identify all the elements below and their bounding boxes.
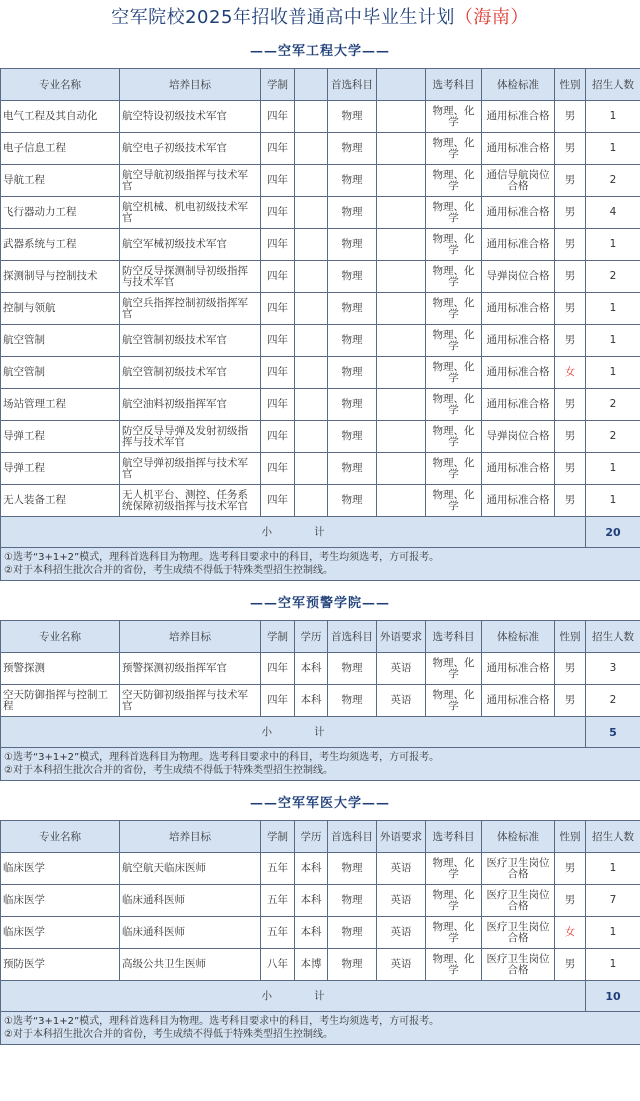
table-row bbox=[1, 917, 640, 949]
table-cell: 男 bbox=[555, 885, 586, 917]
column-header: 性别 bbox=[555, 621, 586, 653]
table-cell: 航空导航初级指挥与技术军官 bbox=[120, 165, 261, 197]
table-row bbox=[1, 485, 640, 517]
table-cell: 预警探测 bbox=[1, 653, 120, 685]
table-cell: 通用标准合格 bbox=[482, 357, 555, 389]
table-cell: 物理 bbox=[328, 101, 377, 133]
table-cell: 航空军械初级技术军官 bbox=[120, 229, 261, 261]
table-cell bbox=[295, 293, 328, 325]
table-cell: 四年 bbox=[261, 685, 295, 717]
note-line: ①选考“3+1+2”模式，理科首选科目为物理。选考科目要求中的科目，考生均须选考，方可报考。 bbox=[4, 552, 440, 563]
subtotal-row bbox=[1, 517, 640, 548]
section-gap bbox=[0, 581, 640, 588]
table-cell: 航空机械、机电初级技术军官 bbox=[120, 197, 261, 229]
table-cell: 四年 bbox=[261, 357, 295, 389]
notes-cell bbox=[1, 548, 640, 581]
table-cell: 导弹岗位合格 bbox=[482, 261, 555, 293]
table-row bbox=[1, 133, 640, 165]
table-cell: 物理 bbox=[328, 949, 377, 981]
table-cell: 物理、化学 bbox=[426, 949, 482, 981]
subtotal-value: 5 bbox=[586, 717, 640, 748]
table-cell: 物理、化学 bbox=[426, 389, 482, 421]
table-cell bbox=[377, 453, 426, 485]
plan-table bbox=[0, 620, 640, 781]
table-cell: 男 bbox=[555, 229, 586, 261]
table-cell: 四年 bbox=[261, 101, 295, 133]
section-title: ——空军工程大学—— bbox=[249, 44, 390, 59]
table-cell: 1 bbox=[586, 453, 640, 485]
table-cell: 物理 bbox=[328, 653, 377, 685]
table-cell: 女 bbox=[555, 917, 586, 949]
table-cell bbox=[377, 293, 426, 325]
column-header: 性别 bbox=[555, 69, 586, 101]
table-cell: 五年 bbox=[261, 917, 295, 949]
table-cell: 物理 bbox=[328, 685, 377, 717]
table-header-row bbox=[1, 621, 640, 653]
table-cell: 临床通科医师 bbox=[120, 885, 261, 917]
table-cell: 男 bbox=[555, 485, 586, 517]
table-cell: 航空特设初级技术军官 bbox=[120, 101, 261, 133]
table-cell: 1 bbox=[586, 133, 640, 165]
table-row bbox=[1, 229, 640, 261]
column-header: 培养目标 bbox=[120, 821, 261, 853]
table-cell: 本博 bbox=[295, 949, 328, 981]
table-cell: 无人装备工程 bbox=[1, 485, 120, 517]
table-cell: 物理、化学 bbox=[426, 165, 482, 197]
table-cell: 物理 bbox=[328, 197, 377, 229]
table-cell: 1 bbox=[586, 325, 640, 357]
section-title: ——空军军医大学—— bbox=[249, 796, 390, 811]
table-cell: 物理、化学 bbox=[426, 485, 482, 517]
table-cell: 四年 bbox=[261, 133, 295, 165]
table-cell: 1 bbox=[586, 949, 640, 981]
column-header: 培养目标 bbox=[120, 69, 261, 101]
note-line: ①选考“3+1+2”模式，理科首选科目为物理。选考科目要求中的科目，考生均须选考，方可报考。 bbox=[4, 752, 440, 763]
table-cell bbox=[377, 165, 426, 197]
column-header: 招生人数 bbox=[586, 621, 640, 653]
table-cell: 武器系统与工程 bbox=[1, 229, 120, 261]
table-cell: 无人机平台、测控、任务系统保障初级指挥与技术军官 bbox=[120, 485, 261, 517]
table-cell: 医疗卫生岗位合格 bbox=[482, 853, 555, 885]
table-cell: 四年 bbox=[261, 325, 295, 357]
table-cell: 通用标准合格 bbox=[482, 485, 555, 517]
table-cell bbox=[377, 197, 426, 229]
table-cell: 物理、化学 bbox=[426, 293, 482, 325]
table-cell bbox=[295, 389, 328, 421]
table-cell: 男 bbox=[555, 389, 586, 421]
column-header bbox=[295, 69, 328, 101]
table-cell: 通用标准合格 bbox=[482, 133, 555, 165]
table-cell: 物理 bbox=[328, 485, 377, 517]
table-cell: 导弹工程 bbox=[1, 421, 120, 453]
table-cell bbox=[377, 389, 426, 421]
table-cell: 英语 bbox=[377, 685, 426, 717]
table-cell: 四年 bbox=[261, 453, 295, 485]
table-cell: 1 bbox=[586, 229, 640, 261]
table-cell: 2 bbox=[586, 421, 640, 453]
table-cell: 飞行器动力工程 bbox=[1, 197, 120, 229]
column-header: 学制 bbox=[261, 821, 295, 853]
table-cell: 物理、化学 bbox=[426, 453, 482, 485]
table-cell: 物理 bbox=[328, 885, 377, 917]
subtotal-value: 10 bbox=[586, 981, 640, 1012]
subtotal-value: 20 bbox=[586, 517, 640, 548]
table-cell: 1 bbox=[586, 357, 640, 389]
table-cell: 男 bbox=[555, 325, 586, 357]
table-cell: 男 bbox=[555, 853, 586, 885]
table-cell: 本科 bbox=[295, 685, 328, 717]
table-cell: 男 bbox=[555, 133, 586, 165]
table-cell: 物理 bbox=[328, 357, 377, 389]
table-cell: 4 bbox=[586, 197, 640, 229]
table-cell: 航空管制初级技术军官 bbox=[120, 325, 261, 357]
table-cell: 四年 bbox=[261, 389, 295, 421]
table-cell: 物理 bbox=[328, 853, 377, 885]
column-header: 首选科目 bbox=[328, 821, 377, 853]
table-cell: 本科 bbox=[295, 917, 328, 949]
table-cell: 男 bbox=[555, 453, 586, 485]
table-cell: 物理、化学 bbox=[426, 357, 482, 389]
table-cell bbox=[295, 133, 328, 165]
table-cell: 男 bbox=[555, 949, 586, 981]
table-cell: 女 bbox=[555, 357, 586, 389]
table-row bbox=[1, 261, 640, 293]
table-row bbox=[1, 197, 640, 229]
column-header: 招生人数 bbox=[586, 821, 640, 853]
table-cell: 导航工程 bbox=[1, 165, 120, 197]
table-cell: 物理 bbox=[328, 261, 377, 293]
table-cell: 航空电子初级技术军官 bbox=[120, 133, 261, 165]
table-row bbox=[1, 453, 640, 485]
table-cell: 四年 bbox=[261, 229, 295, 261]
table-cell: 物理、化学 bbox=[426, 885, 482, 917]
table-cell bbox=[377, 229, 426, 261]
table-cell: 五年 bbox=[261, 853, 295, 885]
table-cell: 空天防御指挥与控制工程 bbox=[1, 685, 120, 717]
section-gap bbox=[0, 1045, 640, 1052]
table-row bbox=[1, 325, 640, 357]
table-cell bbox=[377, 261, 426, 293]
table-row bbox=[1, 885, 640, 917]
table-cell: 预警探测初级指挥军官 bbox=[120, 653, 261, 685]
table-cell: 男 bbox=[555, 421, 586, 453]
notes-row bbox=[1, 748, 640, 781]
subtotal-label: 小 计 bbox=[1, 517, 586, 548]
column-header: 首选科目 bbox=[328, 621, 377, 653]
table-cell: 英语 bbox=[377, 653, 426, 685]
column-header: 体检标准 bbox=[482, 69, 555, 101]
table-row bbox=[1, 653, 640, 685]
table-row bbox=[1, 101, 640, 133]
section-gap bbox=[0, 781, 640, 788]
table-cell: 航空航天临床医师 bbox=[120, 853, 261, 885]
table-cell bbox=[295, 165, 328, 197]
note-line: ②对于本科招生批次合并的省份，考生成绩不得低于特殊类型招生控制线。 bbox=[4, 1029, 333, 1040]
table-cell: 物理 bbox=[328, 229, 377, 261]
subtotal-label: 小 计 bbox=[1, 981, 586, 1012]
table-header-row bbox=[1, 821, 640, 853]
table-cell bbox=[295, 485, 328, 517]
column-header: 选考科目 bbox=[426, 69, 482, 101]
table-cell: 男 bbox=[555, 261, 586, 293]
table-cell: 本科 bbox=[295, 653, 328, 685]
table-row bbox=[1, 293, 640, 325]
table-cell: 物理、化学 bbox=[426, 101, 482, 133]
table-cell: 通用标准合格 bbox=[482, 293, 555, 325]
column-header: 外语要求 bbox=[377, 621, 426, 653]
table-cell: 1 bbox=[586, 853, 640, 885]
table-cell: 物理、化学 bbox=[426, 421, 482, 453]
table-cell: 7 bbox=[586, 885, 640, 917]
table-cell bbox=[295, 421, 328, 453]
table-cell bbox=[377, 485, 426, 517]
table-cell bbox=[295, 101, 328, 133]
subtotal-row bbox=[1, 717, 640, 748]
table-cell: 临床通科医师 bbox=[120, 917, 261, 949]
table-cell: 2 bbox=[586, 685, 640, 717]
column-header: 外语要求 bbox=[377, 821, 426, 853]
table-cell: 男 bbox=[555, 101, 586, 133]
table-cell bbox=[295, 261, 328, 293]
table-cell: 医疗卫生岗位合格 bbox=[482, 917, 555, 949]
column-header: 体检标准 bbox=[482, 821, 555, 853]
column-header: 培养目标 bbox=[120, 621, 261, 653]
table-cell: 高级公共卫生医师 bbox=[120, 949, 261, 981]
table-cell: 1 bbox=[586, 485, 640, 517]
table-row bbox=[1, 421, 640, 453]
table-cell: 电子信息工程 bbox=[1, 133, 120, 165]
notes-row bbox=[1, 1012, 640, 1045]
table-cell: 通用标准合格 bbox=[482, 453, 555, 485]
table-cell: 四年 bbox=[261, 421, 295, 453]
table-cell: 3 bbox=[586, 653, 640, 685]
section-air-force-engineering-university bbox=[0, 36, 640, 588]
column-header: 选考科目 bbox=[426, 821, 482, 853]
table-cell: 五年 bbox=[261, 885, 295, 917]
table-cell: 预防医学 bbox=[1, 949, 120, 981]
table-cell: 物理 bbox=[328, 165, 377, 197]
table-cell: 控制与领航 bbox=[1, 293, 120, 325]
table-cell: 英语 bbox=[377, 853, 426, 885]
note-line: ②对于本科招生批次合并的省份，考生成绩不得低于特殊类型招生控制线。 bbox=[4, 565, 333, 576]
plan-table bbox=[0, 820, 640, 1045]
table-cell: 探测制导与控制技术 bbox=[1, 261, 120, 293]
table-cell: 通用标准合格 bbox=[482, 197, 555, 229]
table-cell: 男 bbox=[555, 197, 586, 229]
table-cell: 航空管制 bbox=[1, 325, 120, 357]
table-cell: 场站管理工程 bbox=[1, 389, 120, 421]
plan-table bbox=[0, 68, 640, 581]
table-cell bbox=[377, 133, 426, 165]
column-header: 学历 bbox=[295, 621, 328, 653]
table-row bbox=[1, 165, 640, 197]
table-cell bbox=[377, 421, 426, 453]
notes-row bbox=[1, 548, 640, 581]
table-cell: 四年 bbox=[261, 653, 295, 685]
table-cell: 临床医学 bbox=[1, 885, 120, 917]
table-cell: 航空兵指挥控制初级指挥军官 bbox=[120, 293, 261, 325]
table-cell: 通用标准合格 bbox=[482, 389, 555, 421]
column-header: 首选科目 bbox=[328, 69, 377, 101]
column-header bbox=[377, 69, 426, 101]
table-cell: 空天防御初级指挥与技术军官 bbox=[120, 685, 261, 717]
table-cell: 英语 bbox=[377, 917, 426, 949]
table-cell: 物理 bbox=[328, 133, 377, 165]
table-cell bbox=[295, 229, 328, 261]
table-cell: 通用标准合格 bbox=[482, 229, 555, 261]
column-header: 学制 bbox=[261, 621, 295, 653]
table-cell: 通用标准合格 bbox=[482, 653, 555, 685]
table-cell bbox=[377, 325, 426, 357]
table-cell: 八年 bbox=[261, 949, 295, 981]
table-cell: 四年 bbox=[261, 485, 295, 517]
table-cell: 物理、化学 bbox=[426, 197, 482, 229]
table-header-row bbox=[1, 69, 640, 101]
table-cell: 物理、化学 bbox=[426, 133, 482, 165]
table-cell: 航空管制 bbox=[1, 357, 120, 389]
subtotal-label: 小 计 bbox=[1, 717, 586, 748]
table-cell: 男 bbox=[555, 165, 586, 197]
column-header: 学制 bbox=[261, 69, 295, 101]
section-title: ——空军预警学院—— bbox=[249, 596, 390, 611]
table-cell bbox=[295, 453, 328, 485]
table-cell: 临床医学 bbox=[1, 853, 120, 885]
table-cell: 物理、化学 bbox=[426, 917, 482, 949]
table-cell bbox=[295, 357, 328, 389]
table-row bbox=[1, 357, 640, 389]
table-cell: 通用标准合格 bbox=[482, 101, 555, 133]
notes-cell bbox=[1, 748, 640, 781]
table-cell: 通用标准合格 bbox=[482, 325, 555, 357]
column-header: 体检标准 bbox=[482, 621, 555, 653]
table-cell: 航空油料初级指挥军官 bbox=[120, 389, 261, 421]
section-air-force-early-warning-academy bbox=[0, 588, 640, 788]
subtotal-row bbox=[1, 981, 640, 1012]
table-cell: 四年 bbox=[261, 293, 295, 325]
table-cell: 英语 bbox=[377, 885, 426, 917]
column-header: 性别 bbox=[555, 821, 586, 853]
column-header: 选考科目 bbox=[426, 621, 482, 653]
table-cell: 本科 bbox=[295, 853, 328, 885]
table-cell: 临床医学 bbox=[1, 917, 120, 949]
table-cell: 物理 bbox=[328, 421, 377, 453]
table-cell: 航空导弹初级指挥与技术军官 bbox=[120, 453, 261, 485]
table-cell: 电气工程及其自动化 bbox=[1, 101, 120, 133]
table-cell: 防空反导导弹及发射初级指挥与技术军官 bbox=[120, 421, 261, 453]
table-cell: 航空管制初级技术军官 bbox=[120, 357, 261, 389]
table-cell bbox=[377, 101, 426, 133]
table-cell: 通用标准合格 bbox=[482, 685, 555, 717]
table-cell: 本科 bbox=[295, 885, 328, 917]
table-row bbox=[1, 685, 640, 717]
table-row bbox=[1, 389, 640, 421]
table-cell: 1 bbox=[586, 917, 640, 949]
column-header: 专业名称 bbox=[1, 621, 120, 653]
page-title-region: （海南） bbox=[454, 7, 529, 28]
table-cell: 物理、化学 bbox=[426, 685, 482, 717]
column-header: 专业名称 bbox=[1, 821, 120, 853]
table-cell: 导弹岗位合格 bbox=[482, 421, 555, 453]
table-cell: 物理、化学 bbox=[426, 261, 482, 293]
table-cell: 1 bbox=[586, 293, 640, 325]
table-row bbox=[1, 853, 640, 885]
table-cell: 物理 bbox=[328, 293, 377, 325]
table-cell: 2 bbox=[586, 389, 640, 421]
table-cell: 物理 bbox=[328, 917, 377, 949]
page-title-main: 空军院校2025年招收普通高中毕业生计划 bbox=[111, 7, 455, 28]
table-cell: 防空反导探测制导初级指挥与技术军官 bbox=[120, 261, 261, 293]
table-cell: 医疗卫生岗位合格 bbox=[482, 885, 555, 917]
table-cell bbox=[295, 197, 328, 229]
table-cell: 物理、化学 bbox=[426, 853, 482, 885]
table-cell: 2 bbox=[586, 165, 640, 197]
note-line: ①选考“3+1+2”模式，理科首选科目为物理。选考科目要求中的科目，考生均须选考，方可报考。 bbox=[4, 1016, 440, 1027]
table-cell: 通信导航岗位合格 bbox=[482, 165, 555, 197]
column-header: 学历 bbox=[295, 821, 328, 853]
column-header: 招生人数 bbox=[586, 69, 640, 101]
table-cell: 四年 bbox=[261, 261, 295, 293]
table-cell: 物理 bbox=[328, 453, 377, 485]
section-air-force-medical-university bbox=[0, 788, 640, 1052]
table-row bbox=[1, 949, 640, 981]
table-cell: 物理 bbox=[328, 325, 377, 357]
table-cell: 男 bbox=[555, 685, 586, 717]
table-cell bbox=[295, 325, 328, 357]
table-cell: 物理、化学 bbox=[426, 229, 482, 261]
table-cell: 物理 bbox=[328, 389, 377, 421]
notes-cell bbox=[1, 1012, 640, 1045]
table-cell: 物理、化学 bbox=[426, 653, 482, 685]
table-cell: 男 bbox=[555, 653, 586, 685]
table-cell: 四年 bbox=[261, 197, 295, 229]
table-cell: 男 bbox=[555, 293, 586, 325]
table-cell bbox=[377, 357, 426, 389]
table-cell: 医疗卫生岗位合格 bbox=[482, 949, 555, 981]
plan-sections bbox=[0, 36, 640, 1052]
table-cell: 英语 bbox=[377, 949, 426, 981]
table-cell: 物理、化学 bbox=[426, 325, 482, 357]
note-line: ②对于本科招生批次合并的省份，考生成绩不得低于特殊类型招生控制线。 bbox=[4, 765, 333, 776]
page-title bbox=[0, 0, 640, 36]
column-header: 专业名称 bbox=[1, 69, 120, 101]
table-cell: 2 bbox=[586, 261, 640, 293]
table-cell: 四年 bbox=[261, 165, 295, 197]
table-cell: 1 bbox=[586, 101, 640, 133]
table-cell: 导弹工程 bbox=[1, 453, 120, 485]
